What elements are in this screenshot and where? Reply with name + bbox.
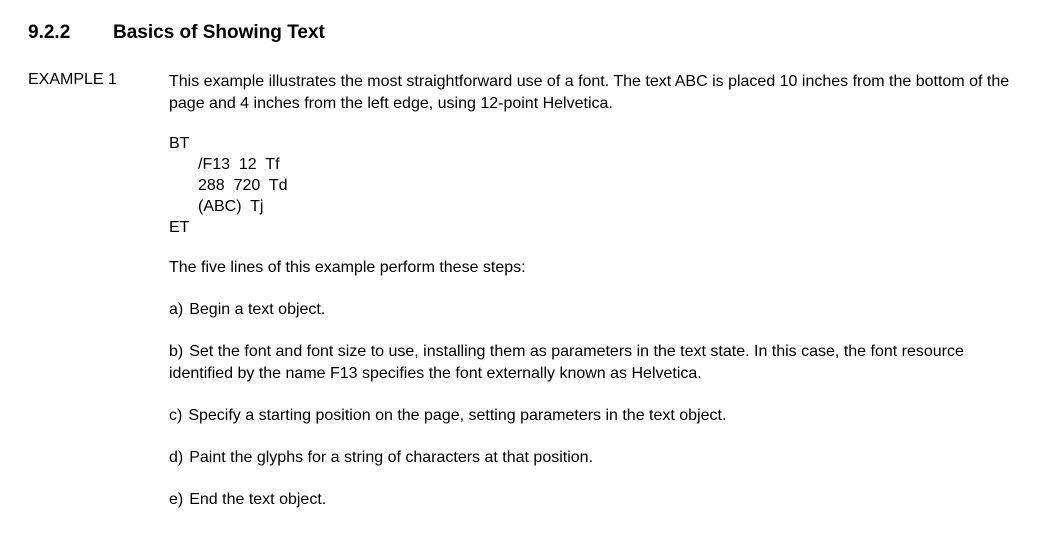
step-letter: c): [169, 407, 183, 424]
step-text: Begin a text object.: [189, 301, 326, 318]
code-line-position: 288 720 Td: [198, 177, 288, 194]
section-heading: [28, 22, 325, 44]
step-item-c: [169, 405, 1019, 427]
code-begin-line: BT: [169, 135, 190, 152]
step-text: End the text object.: [189, 491, 327, 508]
section-number: 9.2.2: [28, 22, 71, 43]
example-label: EXAMPLE 1: [28, 71, 117, 88]
step-item-b: [169, 341, 1019, 385]
steps-intro: The five lines of this example perform these steps:: [169, 259, 526, 276]
code-line-font: /F13 12 Tf: [198, 156, 280, 173]
step-text: Set the font and font size to use, installing them as parameters in the text state. In this case, the font resource identified by the name F13 specifies the font externally known as Helvetica.: [169, 343, 964, 382]
step-letter: d): [169, 449, 184, 466]
code-block: [169, 133, 1019, 238]
step-letter: b): [169, 343, 184, 360]
example-intro: This example illustrates the most straightforward use of a font. The text ABC is placed 10 inches from the bottom of the page and 4 inches from the left edge, using 12-point Helvetica.: [169, 73, 1010, 112]
example-content: [169, 71, 1019, 511]
step-item-a: [169, 299, 1019, 321]
step-text: Specify a starting position on the page, setting parameters in the text object.: [188, 407, 727, 424]
section-title: Basics of Showing Text: [113, 22, 325, 43]
step-item-d: [169, 447, 1019, 469]
step-text: Paint the glyphs for a string of characters at that position.: [189, 449, 594, 466]
step-item-e: [169, 489, 1019, 511]
code-line-show: (ABC) Tj: [198, 198, 264, 215]
step-letter: a): [169, 301, 184, 318]
step-letter: e): [169, 491, 184, 508]
code-end-line: ET: [169, 219, 190, 236]
